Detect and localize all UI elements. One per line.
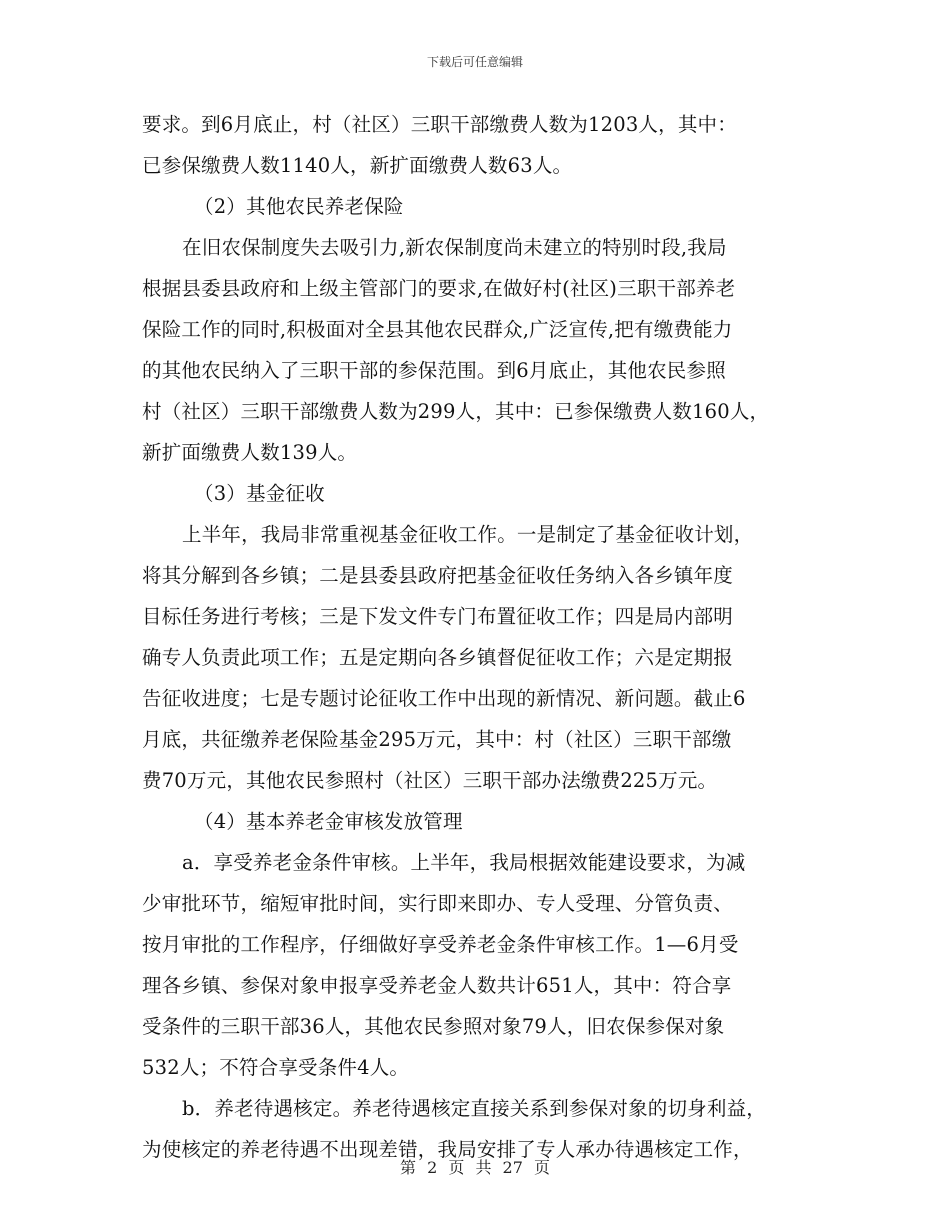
- text-line: 理各乡镇、参保对象申报享受养老金人数共计651人，其中：符合享: [142, 974, 732, 997]
- text-line: 上半年，我局非常重视基金征收工作。一是制定了基金征收计划，: [182, 523, 754, 546]
- text-line: （3）基金征收: [194, 482, 325, 505]
- text-line: 月底，共征缴养老保险基金295万元，其中：村（社区）三职干部缴: [142, 728, 732, 751]
- text-line: 目标任务进行考核；三是下发文件专门布置征收工作；四是局内部明: [142, 605, 734, 628]
- text-line: 的其他农民纳入了三职干部的参保范围。到6月底止，其他农民参照: [142, 359, 726, 382]
- text-line: 将其分解到各乡镇；二是县委县政府把基金征收任务纳入各乡镇年度: [142, 564, 734, 587]
- text-line: 要求。到6月底止，村（社区）三职干部缴费人数为1203人，其中：: [142, 113, 737, 136]
- text-line: 已参保缴费人数1140人，新扩面缴费人数63人。: [142, 154, 573, 177]
- page-header: 下载后可任意编辑: [426, 55, 523, 69]
- text-line: b．养老待遇核定。养老待遇核定直接关系到参保对象的切身利益，: [182, 1097, 766, 1120]
- text-line: 告征收进度；七是专题讨论征收工作中出现的新情况、新问题。截止6: [142, 687, 746, 710]
- text-line: 新扩面缴费人数139人。: [142, 441, 358, 464]
- document-body: [142, 104, 832, 1170]
- text-line: 532人；不符合享受条件4人。: [142, 1056, 410, 1079]
- text-line: a．享受养老金条件审核。上半年，我局根据效能建设要求，为减: [182, 851, 746, 874]
- text-line: 保险工作的同时,积极面对全县其他农民群众,广泛宣传,把有缴费能力: [142, 318, 733, 341]
- text-line: （2）其他农民养老保险: [194, 195, 404, 218]
- text-line: 费70万元，其他农民参照村（社区）三职干部办法缴费225万元。: [142, 769, 718, 792]
- page-footer: 第 2 页 共 27 页: [400, 1158, 550, 1177]
- text-line: 少审批环节，缩短审批时间，实行即来即办、专人受理、分管负责、: [142, 892, 734, 915]
- text-line: 根据县委县政府和上级主管部门的要求,在做好村(社区)三职干部养老: [142, 277, 736, 300]
- text-line: 在旧农保制度失去吸引力,新农保制度尚未建立的特别时段,我局: [182, 236, 727, 259]
- text-line: 为使核定的养老待遇不出现差错，我局安排了专人承办待遇核定工作，: [142, 1138, 753, 1161]
- text-line: 确专人负责此项工作；五是定期向各乡镇督促征收工作；六是定期报: [142, 646, 734, 669]
- text-line: （4）基本养老金审核发放管理: [194, 810, 463, 833]
- text-line: 按月审批的工作程序，仔细做好享受养老金条件审核工作。1—6月受: [142, 933, 739, 956]
- text-line: 受条件的三职干部36人，其他农民参照对象79人，旧农保参保对象: [142, 1015, 725, 1038]
- text-line: 村（社区）三职干部缴费人数为299人，其中：已参保缴费人数160人，: [142, 400, 770, 423]
